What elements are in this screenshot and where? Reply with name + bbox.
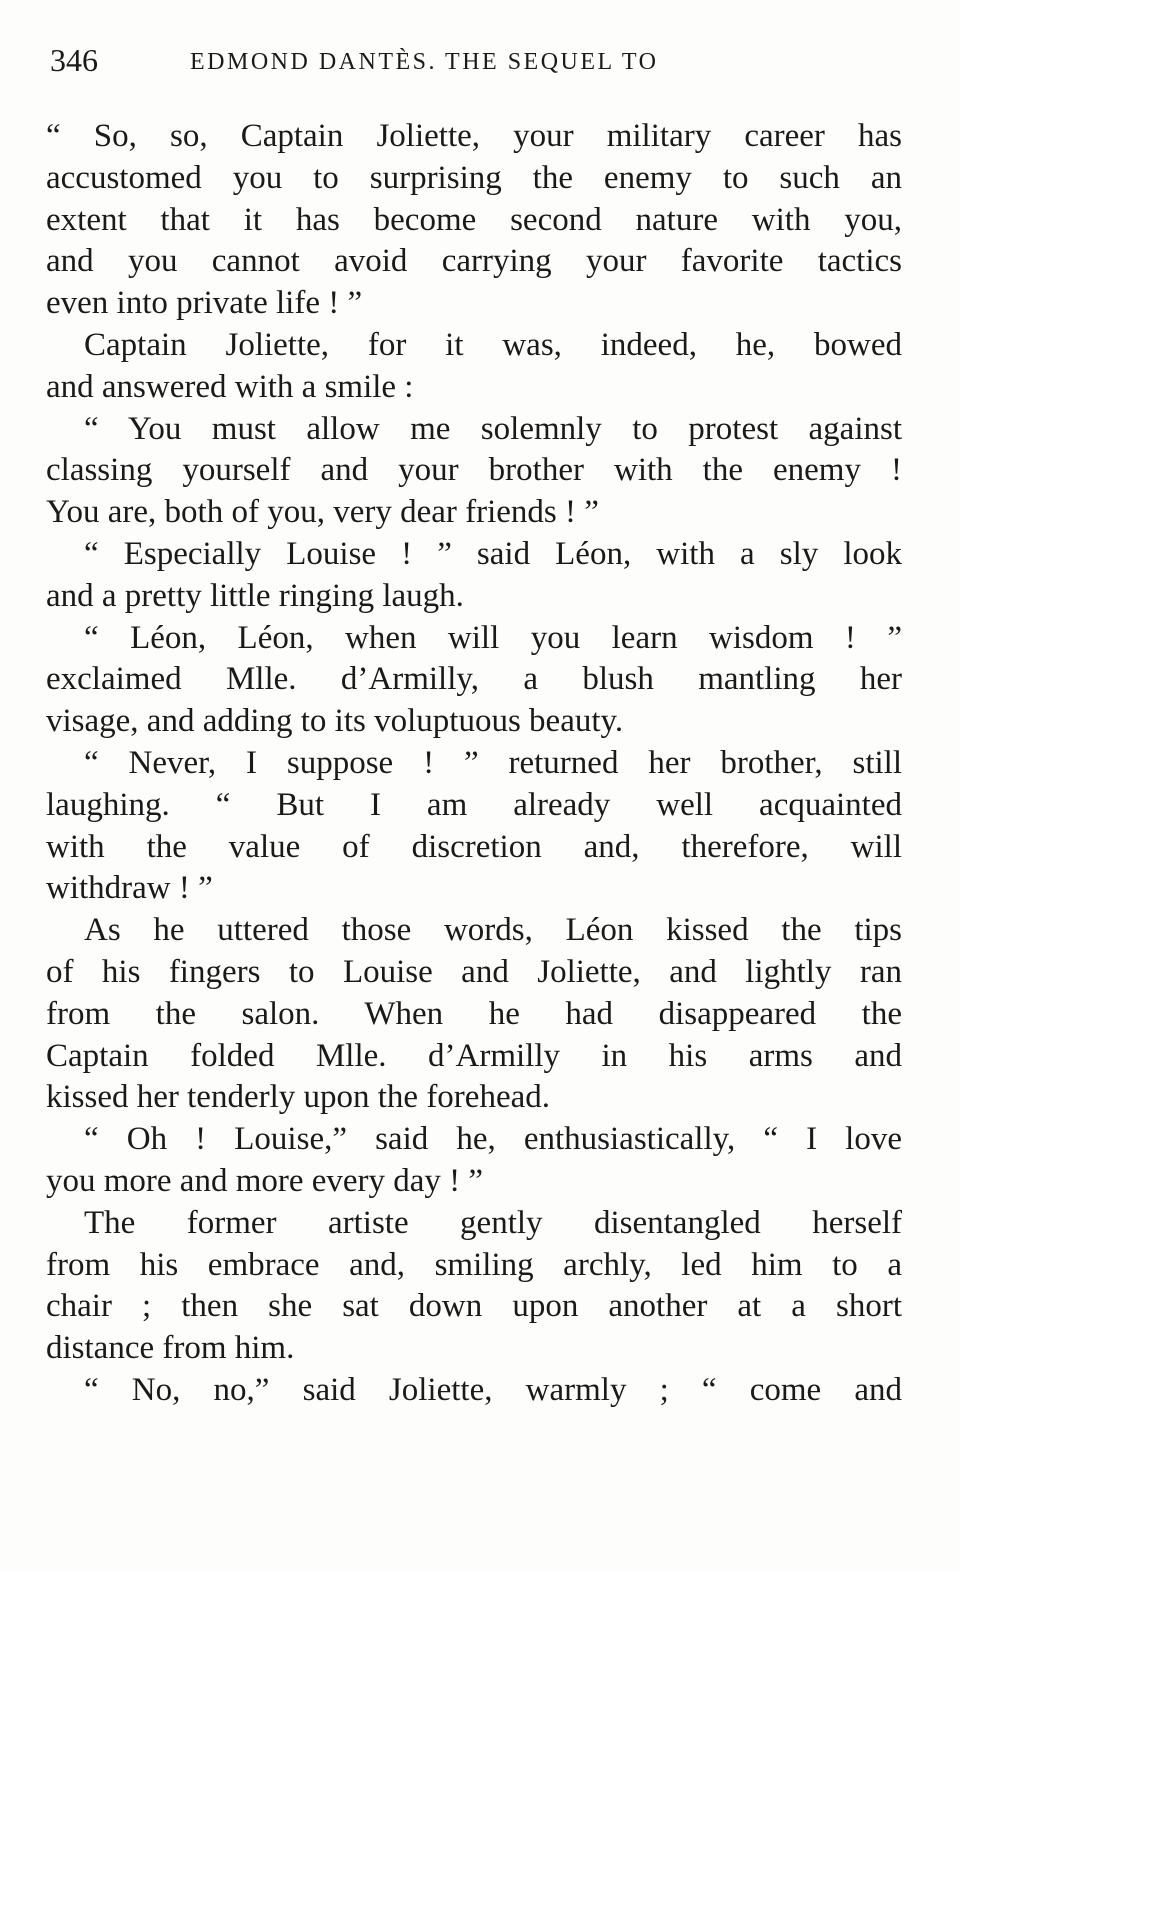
text-line: kissed her tenderly upon the forehead. bbox=[46, 1079, 550, 1116]
text-line: from his embrace and, smiling archly, led him to a bbox=[46, 1246, 902, 1283]
text-line: “ So, so, Captain Joliette, your military career has bbox=[46, 118, 902, 154]
text-line: As he uttered those words, Léon kissed the tips bbox=[84, 912, 902, 949]
text-line: Captain folded Mlle. d’Armilly in his arms and bbox=[46, 1037, 902, 1074]
text-line: The former artiste gently disentangled herself bbox=[84, 1204, 902, 1241]
text-line: and a pretty little ringing laugh. bbox=[46, 577, 464, 614]
text-line: extent that it has become second nature with you, bbox=[46, 201, 902, 238]
text-line: exclaimed Mlle. d’Armilly, a blush mantling her bbox=[46, 661, 902, 698]
text-line: withdraw ! ” bbox=[46, 870, 213, 907]
body-text bbox=[46, 116, 902, 1412]
text-line: laughing. “ But I am already well acquainted bbox=[46, 786, 902, 823]
text-line: with the value of discretion and, therefore, will bbox=[46, 828, 902, 865]
text-line: you more and more every day ! ” bbox=[46, 1162, 484, 1199]
text-line: “ Never, I suppose ! ” returned her brother, still bbox=[84, 744, 902, 781]
text-line: accustomed you to surprising the enemy to such an bbox=[46, 159, 902, 196]
text-line: chair ; then she sat down upon another at a short bbox=[46, 1288, 902, 1325]
text-line: “ No, no,” said Joliette, warmly ; “ come and bbox=[84, 1371, 902, 1408]
text-line: Captain Joliette, for it was, indeed, he, bowed bbox=[84, 326, 902, 363]
text-line: “ Oh ! Louise,” said he, enthusiastically, “ I love bbox=[84, 1121, 902, 1158]
text-line: visage, and adding to its voluptuous beauty. bbox=[46, 703, 624, 740]
text-line: classing yourself and your brother with the enemy ! bbox=[46, 452, 902, 489]
text-line: “ Especially Louise ! ” said Léon, with a sly look bbox=[84, 535, 902, 572]
text-line: distance from him. bbox=[46, 1330, 295, 1367]
text-line: and answered with a smile : bbox=[46, 368, 414, 405]
text-line: You are, both of you, very dear friends ! ” bbox=[46, 494, 599, 531]
page-number: 346 bbox=[50, 42, 98, 78]
text-line: “ You must allow me solemnly to protest against bbox=[84, 410, 902, 447]
running-head bbox=[50, 40, 910, 80]
text-line: and you cannot avoid carrying your favorite tactics bbox=[46, 243, 902, 280]
text-line: even into private life ! ” bbox=[46, 285, 363, 322]
text-line: “ Léon, Léon, when will you learn wisdom ! ” bbox=[84, 619, 902, 656]
text-line: of his fingers to Louise and Joliette, and lightly ran bbox=[46, 953, 902, 990]
text-line: from the salon. When he had disappeared the bbox=[46, 995, 902, 1032]
running-title: EDMOND DANTÈS. THE SEQUEL TO bbox=[190, 49, 659, 75]
